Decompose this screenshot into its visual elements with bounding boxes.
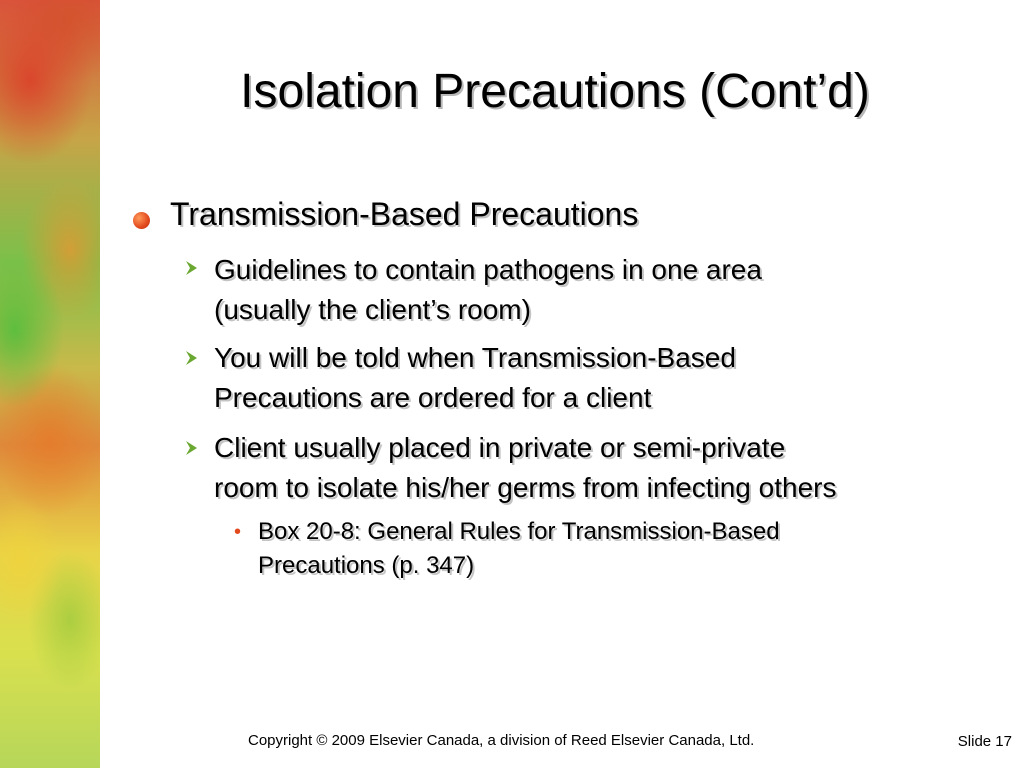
third-level-line-2: Precautions (p. 347) — [258, 552, 475, 579]
third-level-line-1: Box 20-8: General Rules for Transmission-Based — [258, 518, 780, 545]
decorative-side-band — [0, 0, 100, 768]
sub-bullet-1-line-2: (usually the client’s room) — [214, 294, 531, 325]
arrow-bullet-icon — [183, 439, 201, 457]
slide-number: Slide 17 — [957, 733, 1012, 750]
small-bullet-icon: • — [234, 521, 242, 543]
slide-title: Isolation Precautions (Cont’d) — [240, 65, 870, 118]
arrow-bullet-icon — [183, 259, 201, 277]
sub-bullet-2-line-2: Precautions are ordered for a client — [214, 382, 652, 413]
arrow-bullet-icon — [183, 349, 201, 367]
sub-bullet-3-line-1: Client usually placed in private or semi-private — [214, 432, 786, 463]
round-bullet-icon — [133, 212, 150, 229]
copyright-footer: Copyright © 2009 Elsevier Canada, a division of Reed Elsevier Canada, Ltd. — [248, 732, 755, 749]
sub-bullet-2-line-1: You will be told when Transmission-Based — [214, 342, 736, 373]
main-bullet-text: Transmission-Based Precautions — [170, 196, 639, 232]
sub-bullet-3-line-2: room to isolate his/her germs from infecting others — [214, 472, 837, 503]
sub-bullet-1-line-1: Guidelines to contain pathogens in one area — [214, 254, 762, 285]
